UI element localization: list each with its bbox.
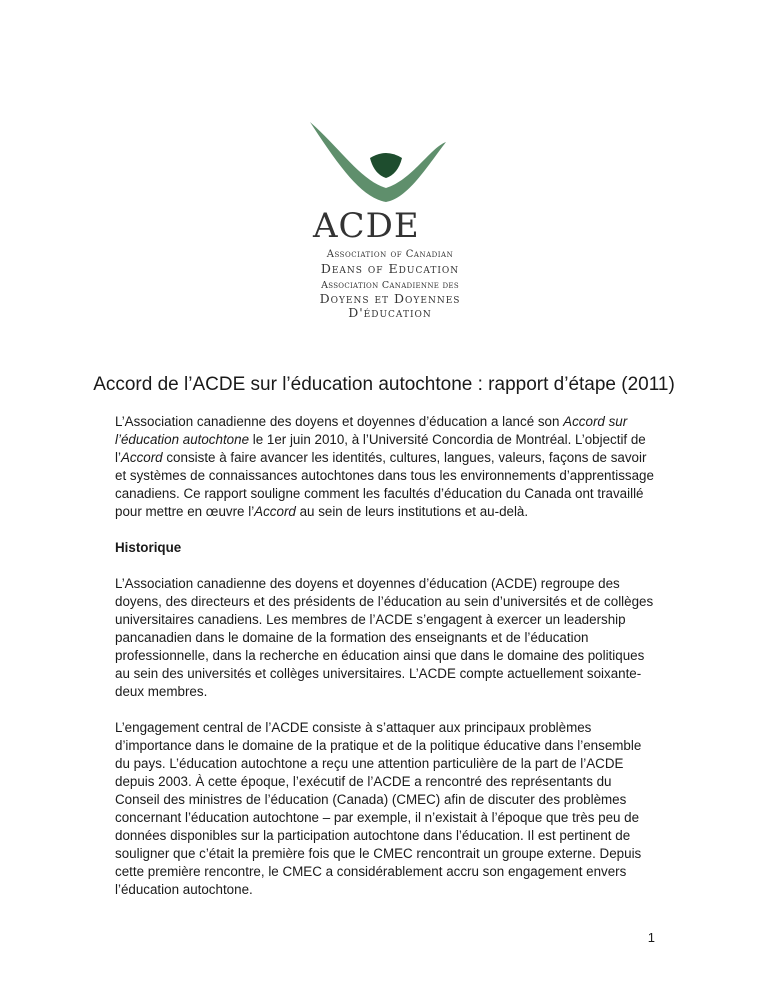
logo-line-1: Association of Canadian (326, 249, 454, 260)
logo-line-3: Association Canadienne des (321, 280, 459, 291)
paragraph-1: L’Association canadienne des doyens et doyennes d’éducation (ACDE) regroupe des doyens, des directeurs et des présidents de l’éducation au sein d’universités et de collèges universitaires canadiens. Les membres de l’ACDE s’engagent à exercer un leadership pancanadien dans le domaine de la formation des enseignants et de l’éducation professionnelle, dans la recherche en éducation ainsi que dans le domaine des politiques au sein des universités et collèges universitaires. L’ACDE compte actuellement soixante-deux membres. (115, 576, 654, 699)
intro-paragraph: L’Association canadienne des doyens et doyennes d’éducation a lancé son Accord sur l’éducation autochtone le 1er juin 2010, à l’Université Concordia de Montréal. L’objectif de l’Accord consiste à faire avancer les identités, cultures, langues, valeurs, façons de savoir et systèmes de connaissances autochtones dans tous les environnements d’apprentissage canadiens. Ce rapport souligne comment les facultés d’éducation du Canada ont travaillé pour mettre en œuvre l’Accord au sein de leurs institutions et au-delà. (115, 414, 654, 519)
logo-line-4: Doyens et Doyennes (319, 291, 461, 306)
paragraph-2: L’engagement central de l’ACDE consiste à s’attaquer aux principaux problèmes d’importance dans le domaine de la pratique et de la politique éducative dans l’ensemble du pays. L’éducation autochtone a reçu une attention particulière de la part de l’ACDE depuis 2003. À cette époque, l’exécutif de l’ACDE a rencontré des représentants du Conseil des ministres de l’éducation (Canada) (CMEC) afin de discuter des problèmes concernant l’éducation autochtone – par exemple, il n’existait à l’époque que très peu de données disponibles sur la participation autochtone dans l’éducation. Il est pertinent de souligner que c’était la première fois que le CMEC rencontrait un groupe externe. Depuis cette première rencontre, le CMEC a considérablement accru son engagement envers l’éducation autochtone. (115, 720, 642, 897)
document-body (115, 413, 655, 917)
acde-emblem-icon (300, 118, 470, 208)
logo-line-2: Deans of Education (320, 261, 460, 276)
logo-acronym: ACDE (313, 206, 420, 246)
acde-logo (300, 118, 470, 318)
logo-line-5: D'éducation (348, 305, 432, 320)
section-heading: Historique (115, 540, 182, 555)
document-title: Accord de l’ACDE sur l’éducation autochtone : rapport d’étape (2011) (93, 374, 675, 395)
page-number: 1 (647, 930, 655, 945)
